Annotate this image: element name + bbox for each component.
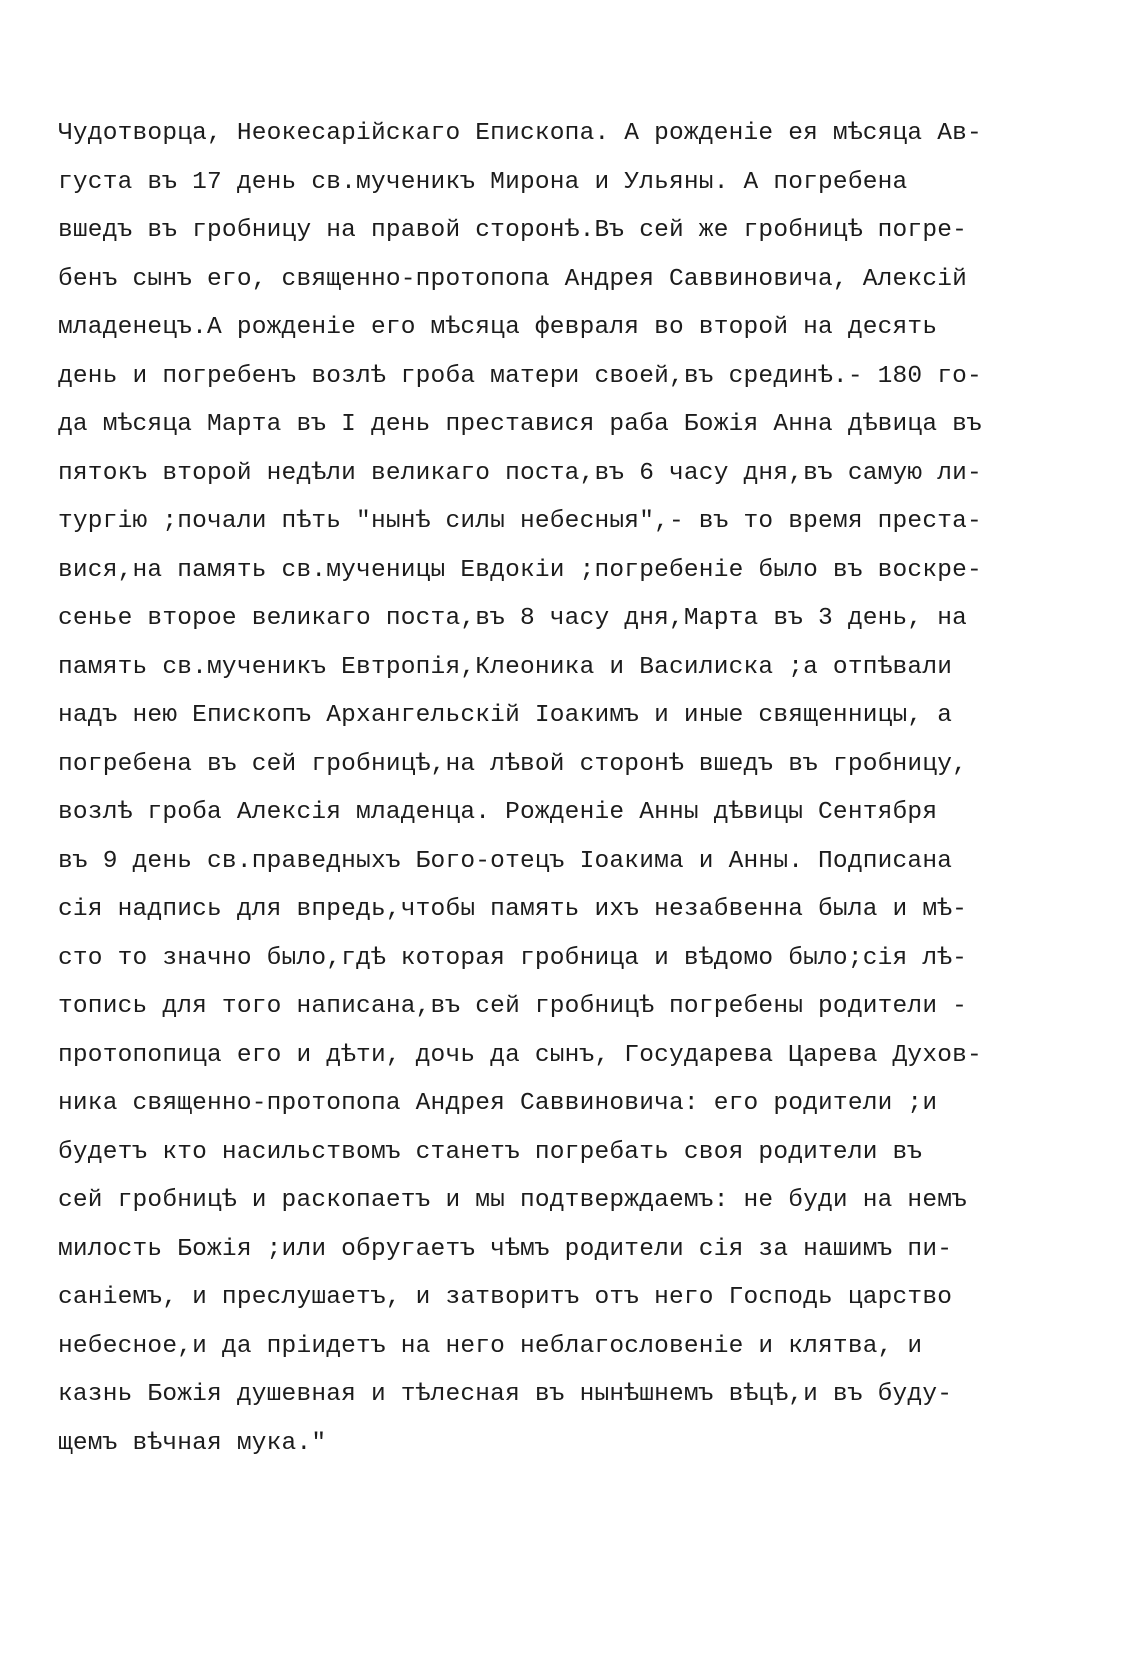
text-line: пятокъ второй недѣли великаго поста,въ 6 часу дня,въ самую ли-	[58, 459, 982, 487]
text-line: младенецъ.А рожденіе его мѣсяца февраля во второй на десять	[58, 314, 938, 341]
text-line: да мѣсяца Марта въ I день преставися раба Божія Анна дѣвица въ	[58, 411, 982, 438]
text-line: вися,на память св.мученицы Евдокіи ;погребеніе было въ воскре-	[58, 556, 982, 584]
text-line: Чудотворца, Неокесарійскаго Епископа. А рожденіе ея мѣсяца Ав-	[58, 120, 982, 147]
text-line: въ 9 день св.праведныхъ Бого-отецъ Іоакима и Анны. Подписана	[58, 847, 953, 875]
text-line: надъ нею Епископъ Архангельскій Іоакимъ и иные священницы, а	[58, 702, 953, 729]
text-line: тургію ;почали пѣть "нынѣ силы небесныя",- въ то время преста-	[58, 508, 982, 535]
text-line: сто то значно было,гдѣ которая гробница и вѣдомо было;сія лѣ-	[58, 944, 968, 972]
text-line: небесное,и да пріидетъ на него неблагословеніе и клятва, и	[58, 1332, 923, 1360]
text-line: ника священно-протопопа Андрея Саввиновича: его родители ;и	[58, 1090, 938, 1117]
text-line: милость Божія ;или обругаетъ чѣмъ родители сія за нашимъ пи-	[58, 1235, 953, 1263]
text-line: бенъ сынъ его, священно-протопопа Андрея Саввиновича, Алексій	[58, 265, 968, 293]
text-line: казнь Божія душевная и тѣлесная въ нынѣшнемъ вѣцѣ,и въ буду-	[58, 1381, 953, 1408]
text-line: возлѣ гроба Алексія младенца. Рожденіе Анны дѣвицы Сентября	[58, 799, 938, 826]
text-line: протопопица его и дѣти, дочь да сынъ, Государева Царева Духов-	[58, 1041, 982, 1069]
text-line: вшедъ въ гробницу на правой сторонѣ.Въ сей же гробницѣ погре-	[58, 217, 968, 244]
text-line: густа въ 17 день св.мученикъ Мирона и Ульяны. А погребена	[58, 168, 908, 196]
text-line: будетъ кто насильствомъ станетъ погребать своя родители въ	[58, 1138, 923, 1166]
text-line: сей гробницѣ и раскопаетъ и мы подтверждаемъ: не буди на немъ	[58, 1187, 968, 1214]
text-line: щемъ вѣчная мука."	[58, 1429, 327, 1457]
text-line: сенье второе великаго поста,въ 8 часу дня,Марта въ 3 день, на	[58, 605, 968, 632]
text-line: сія надпись для впредь,чтобы память ихъ незабвенна была и мѣ-	[58, 896, 968, 923]
text-line: топись для того написана,въ сей гробницѣ погребены родители -	[58, 993, 968, 1020]
text-line: день и погребенъ возлѣ гроба матери своей,въ срединѣ.- 180 го-	[58, 362, 982, 390]
typescript-text-block	[58, 110, 1098, 1468]
text-line: саніемъ, и преслушаетъ, и затворитъ отъ него Господь царство	[58, 1284, 953, 1311]
text-line: погребена въ сей гробницѣ,на лѣвой сторонѣ вшедъ въ гробницу,	[58, 750, 968, 778]
text-line: память св.мученикъ Евтропія,Клеоника и Василиска ;а отпѣвали	[58, 653, 953, 681]
